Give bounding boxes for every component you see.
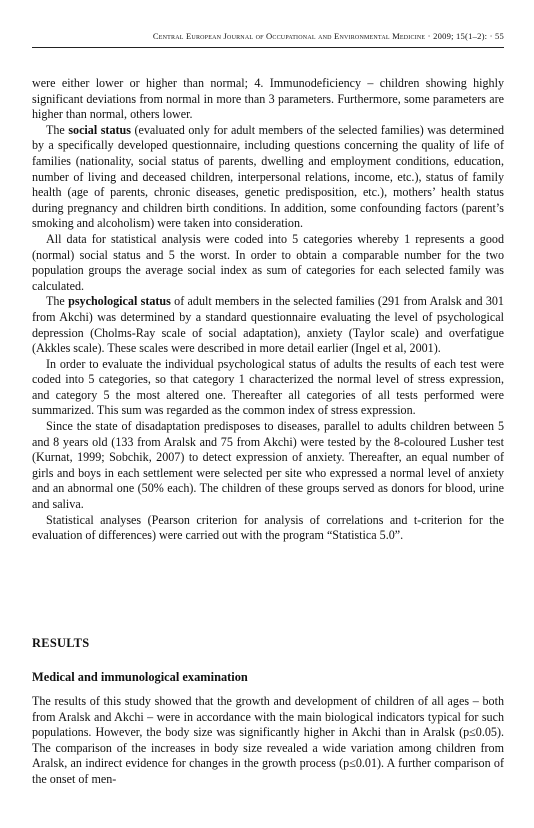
bold-term: psychological status (68, 294, 171, 309)
results-paragraph: The results of this study showed that the growth and development of children of all ages – both from Aralsk and Akchi – were in accordance with the main biological indicators typical for such populations. However, the body size was significantly higher in Akchi than in Aralsk (p≤0.05). The comparison of the increases in body size revealed a wide variation among children from Aralsk, an indirect evidence for changes in the growth process (p≤0.01). A further comparison of the onset of men- (32, 694, 504, 786)
paragraph-text: The (46, 294, 69, 309)
subsection-title: Medical and immunological examination (32, 670, 248, 684)
paragraph-text: (evaluated only for adult members of the selected families) was determined by a specifically developed questionnaire, including questions concerning the quality of life of families (nationality, social status of parents, dwelling and employment conditions, education, number of living and deceased children, interpersonal relations, income, etc.), status of family health (age of parents, chronic diseases, genetic predisposition, etc.), mothers’ health status during pregnancy and children birth conditions. In addition, some confounding factors (parent’s smoking and alcoholism) were taken into consideration. (32, 122, 504, 231)
section-title: RESULTS (32, 636, 90, 650)
paragraph-text: All data for statistical analysis were coded into 5 categories whereby 1 represents a good (normal) social status and 5 the worst. In order to obtain a comparable number for the two population groups the average social index as sum of categories for each selected family was calculated. (32, 231, 504, 293)
paragraph-text: of adult members in the selected families (291 from Aralsk and 301 from Akchi) was determined by a standard questionnaire evaluating the level of psychological depression (Cholms-Ray scale of social adaptation), anxiety (Taylor scale) and overfatigue (Akkles scale). These scales were described in more detail earlier (Ingel et al, 2001). (32, 294, 504, 356)
body-paragraph (32, 294, 504, 356)
paragraph-text: The (46, 122, 69, 137)
running-header: Central European Journal of Occupational and Environmental Medicine · 2009; 15(1–2): · 55 (152, 31, 504, 41)
issue-info: 2009; 15(1–2): (433, 31, 488, 41)
body-paragraph (32, 419, 504, 513)
header-rule (32, 47, 504, 48)
journal-name: Central European Journal of Occupational and Environmental Medicine (152, 31, 426, 41)
paragraph-text: were either lower or higher than normal; 4. Immunodeficiency – children showing highly significant deviations from normal in more than 3 parameters. Furthermore, some parameters are higher than normal, others lower. (32, 76, 504, 122)
page-number: 55 (495, 31, 504, 41)
body-paragraph (32, 513, 504, 544)
bold-term: social status (68, 122, 131, 137)
results-body (32, 694, 504, 788)
paragraph-text: Since the state of disadaptation predisposes to diseases, parallel to adults children between 5 and 8 years old (133 from Aralsk and 75 from Akchi) were tested by the 8-coloured Lusher test (Kurnat, 1999; Sobchik, 2007) to detect expression of anxiety. Thereafter, an equal number of girls and boys in each settlement were selected per site who expressed a normal level of anxiety and an abnormal one (50% each). The children of these groups served as donors for blood, urine and saliva. (32, 419, 504, 512)
paragraph-text: In order to evaluate the individual psychological status of adults the results of each test were coded into 5 categories, so that category 1 characterized the normal level of stress expression, and category 5 the most altered one. Thereafter all categories of all tests performed were summarized. This sum was regarded as the common index of stress expression. (32, 356, 504, 418)
paragraph-text: Statistical analyses (Pearson criterion for analysis of correlations and t-criterion for the evaluation of differences) were carried out with the program “Statistica 5.0”. (32, 512, 504, 543)
body-paragraph (32, 76, 504, 123)
body-paragraph (32, 357, 504, 419)
body-paragraph (32, 232, 504, 294)
methods-body (32, 76, 504, 544)
body-paragraph (32, 123, 504, 232)
